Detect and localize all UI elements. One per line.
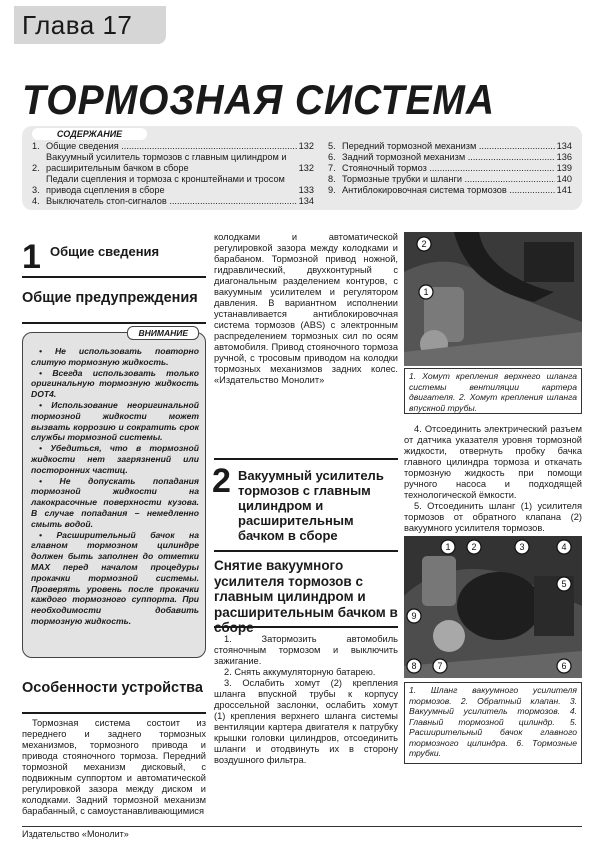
- toc-item[interactable]: [328, 163, 572, 174]
- section-divider: [214, 458, 398, 460]
- callout-number: 7: [437, 661, 443, 671]
- section-2-title: Вакуумный усилитель тормозов с главным цилиндром и расширительным бачком в сборе: [238, 468, 384, 543]
- toc-item-text: Тормозные трубки и шланги .....: [342, 174, 555, 185]
- chapter-label: Глава 17: [22, 10, 133, 40]
- callout-number: 1: [423, 287, 429, 297]
- toc-item[interactable]: [32, 152, 314, 174]
- engine-photo-1-illustration: [404, 232, 582, 366]
- toc-item-number: 5.: [328, 141, 336, 151]
- toc-item-text: Задний тормозной механизм .....: [342, 152, 555, 163]
- toc-item-text: Вакуумный усилитель тормозов с главным цилиндром и расширительным бачком в сборе: [46, 152, 287, 173]
- warning-item: • Убедиться, что в тормозной жидкости нет загрязнений или посторонних частиц.: [31, 443, 199, 475]
- photo-2-caption: 1. Шланг вакуумного усилителя тормозов. 2. Обратный клапан. 3. Вакуумный усилитель тормозов. 4. Главный тормозной цилиндр. 5. Расширительный бачок главного тормозного цилиндра. 6. Тормозные трубки.: [404, 682, 582, 764]
- toc-item-page: 136: [556, 152, 572, 162]
- chapter-tab: [14, 6, 166, 44]
- removal-subtitle: Снятие вакуумного усилителя тормозов с главным цилиндром и расширительным бачком в: [214, 558, 398, 620]
- step-text: 3. Ослабить хомут (2) крепления шланга впускной трубы к корпусу дроссельной заслонки, ослабить хомут (1) крепления верхнего шланга системы вентиляции картера двигателя к патрубку крышки головки цилиндров, отсоединить шланги и отодвинуть их в сторону воздушного фильтра.: [214, 678, 398, 765]
- toc-heading: СОДЕРЖАНИЕ: [32, 128, 147, 140]
- engine-photo-2-illustration: [404, 536, 582, 678]
- toc-item-text: Стояночный тормоз .....: [342, 163, 555, 174]
- steps-right: [404, 424, 582, 534]
- toc-item-number: 6.: [328, 152, 336, 162]
- toc-left-column: [32, 141, 314, 207]
- toc-right-column: [328, 141, 572, 196]
- section-divider: [214, 626, 398, 628]
- callout-number: 5: [561, 579, 567, 589]
- section-divider: [22, 712, 206, 714]
- toc-item[interactable]: [32, 174, 314, 196]
- toc-item[interactable]: [328, 185, 572, 196]
- toc-item-number: 3.: [32, 185, 40, 195]
- removal-steps: [214, 634, 398, 766]
- footer-divider: [22, 826, 582, 827]
- section-divider: [22, 322, 206, 324]
- callout-number: 9: [411, 611, 417, 621]
- callout-number: 1: [445, 542, 451, 552]
- toc-item-number: 7.: [328, 163, 336, 173]
- page-title: ТОРМОЗНАЯ СИСТЕМА: [22, 76, 496, 123]
- step-text: 1. Затормозить автомобиль стояночным тормозом и выключить зажигание.: [214, 634, 398, 666]
- callout-number: 3: [519, 542, 525, 552]
- toc-item-page: 139: [556, 163, 572, 173]
- warning-item: • Не использовать повторно слитую тормозную жидкость.: [31, 346, 199, 367]
- toc-item[interactable]: [328, 174, 572, 185]
- step-text: 4. Отсоединить электрический разъем от датчика указателя уровня тормозной жидкости, отвернуть пробку бачка главного цилиндра тормоза и откачать тормозную жидкость при помощи ручного насоса и подходящей технологической ёмкости.: [404, 424, 582, 500]
- section-2-number: 2: [212, 462, 231, 500]
- callout-number: 6: [561, 661, 567, 671]
- toc-item[interactable]: [32, 196, 314, 207]
- toc-item-number: 1.: [32, 141, 40, 151]
- features-title: Особенности устройства: [22, 680, 203, 696]
- toc-item-number: 2.: [32, 163, 40, 173]
- section-1-number: 1: [22, 238, 41, 276]
- toc-item-number: 8.: [328, 174, 336, 184]
- engine-photo-1: [404, 232, 582, 366]
- toc-item-page: 134: [556, 141, 572, 151]
- engine-photo-2: [404, 536, 582, 678]
- toc-item-number: 9.: [328, 185, 336, 195]
- step-text: 5. Отсоединить шланг (1) усилителя тормозов от обратного клапана (2) вакуумного усилителя тормозов.: [404, 501, 582, 533]
- callout-number: 8: [411, 661, 417, 671]
- callout-number: 4: [561, 542, 567, 552]
- toc-item-text: Передний тормозной механизм .....: [342, 141, 555, 152]
- toc-item-page: 133: [298, 185, 314, 195]
- callout-number: 2: [421, 239, 427, 249]
- toc-item[interactable]: [32, 141, 314, 152]
- warning-item: • Расширительный бачок на главном тормозном цилиндре должен быть заполнен до отметки MAX перед началом процедуры прокачки тормозной системы. Проверять уровень после прокачки каждого тормозного суппорта. При необходимости добавить тормозную жидкость.: [31, 529, 199, 626]
- section-divider: [22, 276, 206, 278]
- toc-item-page: 132: [298, 141, 314, 151]
- warning-item: • Не допускать попадания тормозной жидкости на лакокрасочные поверхности кузова. В случае попадания – немедленно смыть водой.: [31, 475, 199, 529]
- warning-item: • Всегда использовать только оригинальную тормозную жидкость DOT4.: [31, 367, 199, 400]
- toc-item-page: 132: [298, 163, 314, 173]
- step-text: 2. Снять аккумуляторную батарею.: [224, 667, 376, 677]
- toc-item-text: Общие сведения .....: [46, 141, 297, 152]
- warning-list: [31, 346, 199, 627]
- features-text-part: Тормозная система состоит из переднего и заднего тормозных механизмов, тормозного привода и привода стояночного тормоза. Передний тормозной механизм дисковый, с подвижным суппортом и автоматической регулировкой зазора между диском и колодками. Задний тормозной механизм барабанный, с самоустанавливающимися: [22, 718, 206, 816]
- features-text-part: колодками и автоматической регулировкой зазора между колодками и барабаном. Тормозной привод ножной, гидравлический, двухконтурный с диагональным разделением контуров, с вакуумным усилителем и регулятором давления. В вариантном исполнении устанавливается антиблокировочная система тормозов (ABS) с электронным распределением тормозных сил по осям автомобиля. Привод стояночного тормоза ручной, с тросовым приводом на колодки тормозных механизмов задних колес. «Издательство Монолит»: [214, 232, 398, 385]
- section-divider: [214, 550, 398, 552]
- warnings-title: Общие предупреждения: [22, 290, 198, 306]
- toc-item[interactable]: [328, 141, 572, 152]
- toc-item-text: Выключатель стоп-сигналов .....: [46, 196, 297, 207]
- warning-box: [22, 328, 206, 658]
- toc-item[interactable]: [328, 152, 572, 163]
- toc-item-page: 134: [298, 196, 314, 206]
- table-of-contents: [22, 126, 582, 210]
- section-1-title: Общие сведения: [50, 244, 160, 259]
- toc-item-number: 4.: [32, 196, 40, 206]
- warning-item: • Использование неоригинальной тормозной жидкости может вызвать коррозию и сократить срок службы тормозной системы.: [31, 399, 199, 443]
- publisher-footer: Издательство «Монолит»: [22, 829, 129, 839]
- warning-label: ВНИМАНИЕ: [127, 326, 199, 340]
- toc-item-page: 141: [556, 185, 572, 195]
- toc-item-text: Антиблокировочная система тормозов .....: [342, 185, 555, 196]
- toc-item-text: Педали сцепления и тормоза с кронштейнами и тросом привода сцепления в сборе: [46, 174, 285, 195]
- callout-number: 2: [471, 542, 477, 552]
- photo-1-caption: 1. Хомут крепления верхнего шланга системы вентиляции картера двигателя. 2. Хомут крепления шланга впускной трубы.: [404, 368, 582, 414]
- toc-item-page: 140: [556, 174, 572, 184]
